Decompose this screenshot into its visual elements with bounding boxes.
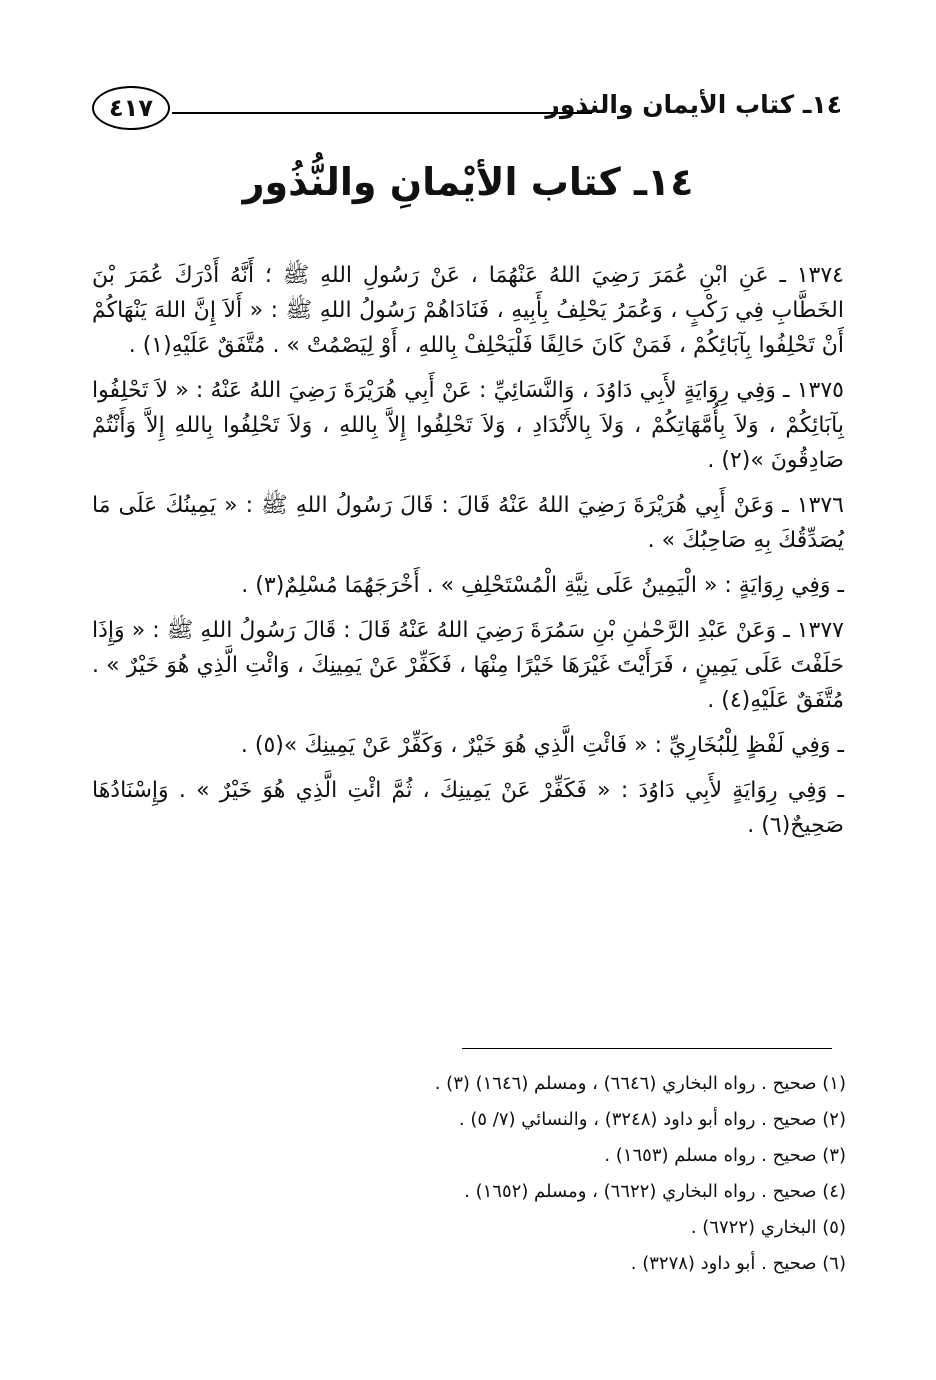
hadith-1375: ١٣٧٥ ـ وَفِي رِوَايَةٍ لأَبِي دَاوُدَ ، وَالنَّسَائِيِّ : عَنْ أَبِي هُرَيْرَةَ رَضِيَ اللهُ عَنْهُ : « لاَ تَحْلِفُوا بِآبَائِكُمْ ، وَلاَ بِأُمَّهَاتِكُمْ ، وَلاَ بِالأَنْدَادِ ، وَلاَ تَحْلِفُوا إِلاَّ بِاللهِ ، وَلاَ تَحْلِفُوا بِاللهِ إِلاَّ وَأَنْتُمْ صَادِقُونَ »(٢) .	[92, 378, 844, 473]
header-rule	[172, 112, 592, 114]
hadith-1374: ١٣٧٤ ـ عَنِ ابْنِ عُمَرَ رَضِيَ اللهُ عَنْهُمَا ، عَنْ رَسُولِ اللهِ ﷺ ؛ أَنَّهُ أَدْرَكَ عُمَرَ بْنَ الخَطَّابِ فِي رَكْبٍ ، وَعُمَرُ يَحْلِفُ بِأَبِيهِ ، فَنَادَاهُمْ رَسُولُ اللهِ ﷺ : « أَلاَ إِنَّ اللهَ يَنْهَاكُمْ أَنْ تَحْلِفُوا بِآبَائِكُمْ ، فَمَنْ كَانَ حَالِفًا فَلْيَحْلِفْ بِاللهِ ، أَوْ لِيَصْمُتْ » . مُتَّفَقٌ عَلَيْهِ(١) .	[92, 263, 844, 358]
running-header	[92, 86, 842, 130]
footnote-divider	[462, 1048, 832, 1049]
footnotes	[200, 1066, 846, 1282]
chapter-title: ١٤ـ كتاب الأيْمانِ والنُّذُور	[242, 160, 694, 204]
hadith-1377-bukhari-variant: ـ وَفِي لَفْظٍ لِلْبُخَارِيِّ : « فَائْتِ الَّذِي هُوَ خَيْرٌ ، وَكَفِّرْ عَنْ يَمِينِكَ »(٥) .	[240, 733, 844, 758]
hadith-text	[92, 258, 844, 853]
footnote-6: (٦) صحيح . أبو داود (٣٢٧٨) .	[630, 1253, 846, 1274]
footnote-4: (٤) صحيح . رواه البخاري (٦٦٢٢) ، ومسلم (١٦٥٢) .	[464, 1181, 846, 1202]
footnote-1: (١) صحيح . رواه البخاري (٦٦٤٦) ، ومسلم (١٦٤٦) (٣) .	[434, 1073, 846, 1094]
hadith-1376: ١٣٧٦ ـ وَعَنْ أَبِي هُرَيْرَةَ رَضِيَ اللهُ عَنْهُ قَالَ : قَالَ رَسُولُ اللهِ ﷺ : « يَمِينُكَ عَلَى مَا يُصَدِّقُكَ بِهِ صَاحِبُكَ » .	[92, 493, 844, 553]
running-header-title: ١٤ـ كتاب الأيمان والنذور	[545, 90, 842, 119]
hadith-1376-variant: ـ وَفِي رِوَايَةٍ : « الْيَمِينُ عَلَى نِيَّةِ الْمُسْتَحْلِفِ » . أَخْرَجَهُمَا مُسْلِمٌ(٣) .	[241, 573, 844, 598]
footnote-2: (٢) صحيح . رواه أبو داود (٣٢٤٨) ، والنسائي (٧/ ٥) .	[458, 1109, 846, 1130]
footnote-5: (٥) البخاري (٦٧٢٢) .	[690, 1217, 846, 1238]
hadith-1377: ١٣٧٧ ـ وَعَنْ عَبْدِ الرَّحْمٰنِ بْنِ سَمُرَةَ رَضِيَ اللهُ عَنْهُ قَالَ : قَالَ رَسُولُ اللهِ ﷺ : « وَإِذَا حَلَفْتَ عَلَى يَمِينٍ ، فَرَأَيْتَ غَيْرَهَا خَيْرًا مِنْهَا ، فَكَفِّرْ عَنْ يَمِينِكَ ، وَائْتِ الَّذِي هُوَ خَيْرٌ » . مُتَّفَقٌ عَلَيْهِ(٤) .	[92, 618, 844, 713]
page-number: ٤١٧	[92, 86, 170, 130]
hadith-1377-abudawud-variant: ـ وَفِي رِوَايَةٍ لأَبِي دَاوُدَ : « فَكَفِّرْ عَنْ يَمِينِكَ ، ثُمَّ ائْتِ الَّذِي هُوَ خَيْرٌ » . وَإِسْنَادُهَا صَحِيحٌ(٦) .	[92, 778, 844, 838]
footnote-3: (٣) صحيح . رواه مسلم (١٦٥٣) .	[604, 1145, 846, 1166]
